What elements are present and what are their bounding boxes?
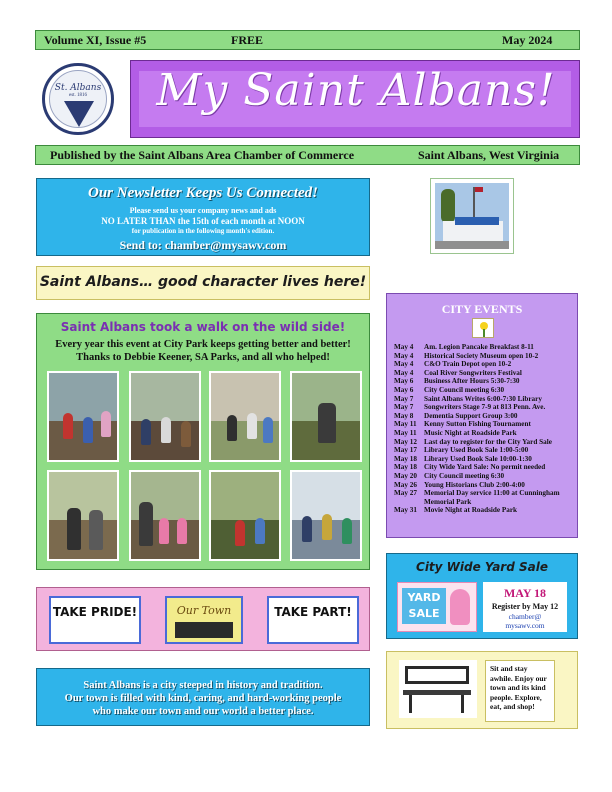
- event-photo: [47, 371, 119, 462]
- wild-line-2: Thanks to Debbie Keener, SA Parks, and all who helped!: [76, 352, 330, 363]
- yard-sale-sign: [397, 582, 477, 632]
- newsletter-title: My Saint Albans!: [156, 65, 556, 116]
- event-photo: [129, 470, 201, 561]
- event-item: May 4 Am. Legion Pancake Breakfast 8-11: [394, 343, 534, 351]
- event-photo: [209, 470, 281, 561]
- event-photo: [290, 470, 362, 561]
- event-item: May 26 Young Historians Club 2:00-4:00: [394, 480, 525, 489]
- yard-sale-email-2[interactable]: mysawv.com: [505, 621, 545, 630]
- history-line-2: Our town is filled with kind, caring, and hard-working people: [64, 693, 342, 704]
- our-town-text: Our Town: [176, 604, 232, 617]
- bench-text: Sit and stay awhile. Enjoy our town and its kind people. Explore, eat, and shop!: [485, 660, 555, 722]
- event-item: May 18 City Wide Yard Sale: No permit needed: [394, 463, 546, 472]
- event-item: May 27 Memorial Day service 11:00 at Cunningham Memorial Park: [394, 489, 560, 506]
- chamber-logo: [42, 63, 114, 135]
- event-item: May 20 City Council meeting 6:30: [394, 471, 505, 480]
- logo-tag: est. 1816: [68, 93, 88, 98]
- newsletter-line-1: Please send us your company news and ads: [129, 206, 277, 215]
- logo-triangle-icon: [64, 101, 94, 127]
- event-item: May 4 Coal River Songwriters Festival: [394, 368, 522, 377]
- bench-icon: [399, 660, 477, 718]
- price-label: FREE: [231, 33, 264, 47]
- event-item: May 4 C&O Train Depot open 10-2: [394, 360, 512, 369]
- publisher-bar: [35, 145, 580, 165]
- event-item: May 11 Music Night at Roadside Park: [394, 428, 517, 437]
- publisher-label: Published by the Saint Albans Area Chamber of Commerce: [50, 148, 355, 162]
- newsletter-line-3: for publication in the following month's edition.: [131, 227, 275, 235]
- pride-banner: [36, 587, 370, 651]
- city-events-box: [386, 293, 578, 538]
- event-photo: [209, 371, 281, 462]
- event-item: May 7 Songwriters Stage 7-9 at 813 Penn. Ave.: [394, 403, 546, 412]
- daffodil-icon: [472, 318, 494, 338]
- skyline-icon: [175, 622, 233, 638]
- bench-box: [386, 651, 578, 729]
- wild-heading: Saint Albans took a walk on the wild side!: [60, 320, 346, 334]
- event-item: May 8 Dementia Support Group 3:00: [394, 411, 518, 420]
- yard-sale-heading: City Wide Yard Sale: [416, 560, 548, 574]
- event-item: May 6 Business After Hours 5:30-7:30: [394, 377, 520, 386]
- take-pride-box: TAKE PRIDE!: [49, 596, 141, 644]
- event-photo: [129, 371, 201, 462]
- issue-date: May 2024: [502, 33, 553, 47]
- event-photo: [47, 470, 119, 561]
- city-events-heading: CITY EVENTS: [441, 302, 523, 316]
- volume-label: Volume XI, Issue #5: [44, 33, 147, 47]
- logo-seal: [49, 70, 107, 128]
- issue-bar: [35, 30, 580, 50]
- history-line-3: who make our town and our world a better place.: [92, 706, 314, 717]
- history-line-1: Saint Albans is a city steeped in history and tradition.: [83, 680, 323, 691]
- newsletter-heading: Our Newsletter Keeps Us Connected!: [88, 185, 318, 201]
- newsletter-line-2: NO LATER THAN the 15th of each month at NOON: [101, 216, 305, 226]
- event-item: May 7 Saint Albans Writes 6:00-7:30 Library: [394, 394, 542, 403]
- newsletter-email[interactable]: Send to: chamber@mysawv.com: [119, 238, 287, 252]
- events-list: [394, 343, 576, 515]
- yard-sale-info: [483, 582, 567, 632]
- wild-side-box: [36, 313, 370, 570]
- yard-sale-sign-text: YARD SALE: [402, 588, 446, 624]
- event-photo: [290, 371, 362, 462]
- flamingo-icon: [450, 589, 470, 625]
- event-item: May 31 Movie Night at Roadside Park: [394, 506, 518, 515]
- yard-sale-box: [386, 553, 578, 639]
- yard-sale-date: MAY 18: [503, 586, 547, 600]
- yard-sale-register: Register by May 12: [491, 602, 559, 611]
- event-item: May 17 Library Used Book Sale 1:00-5:00: [394, 446, 529, 455]
- flag-icon: [475, 187, 483, 192]
- newsletter-box: [36, 178, 370, 256]
- logo-name: St. Albans: [54, 83, 102, 93]
- character-text: Saint Albans… good character lives here!: [39, 274, 367, 290]
- wild-line-1: Every year this event at City Park keeps getting better and better!: [55, 339, 351, 350]
- our-town-box: [165, 596, 243, 644]
- masthead: [130, 60, 580, 138]
- event-item: May 12 Last day to register for the City Yard Sale: [394, 437, 552, 446]
- event-item: May 11 Kenny Sutton Fishing Tournament: [394, 420, 531, 429]
- event-item: May 4 Historical Society Museum open 10-2: [394, 351, 539, 360]
- history-box: [36, 668, 370, 726]
- event-item: May 18 Library Used Book Sale 10:00-1:30: [394, 454, 532, 463]
- take-part-box: TAKE PART!: [267, 596, 359, 644]
- character-banner: [36, 266, 370, 300]
- yard-sale-email-1[interactable]: chamber@: [508, 612, 542, 621]
- location-label: Saint Albans, West Virginia: [418, 148, 560, 162]
- event-item: May 6 City Council meeting 6:30: [394, 385, 505, 394]
- building-photo: [430, 178, 514, 254]
